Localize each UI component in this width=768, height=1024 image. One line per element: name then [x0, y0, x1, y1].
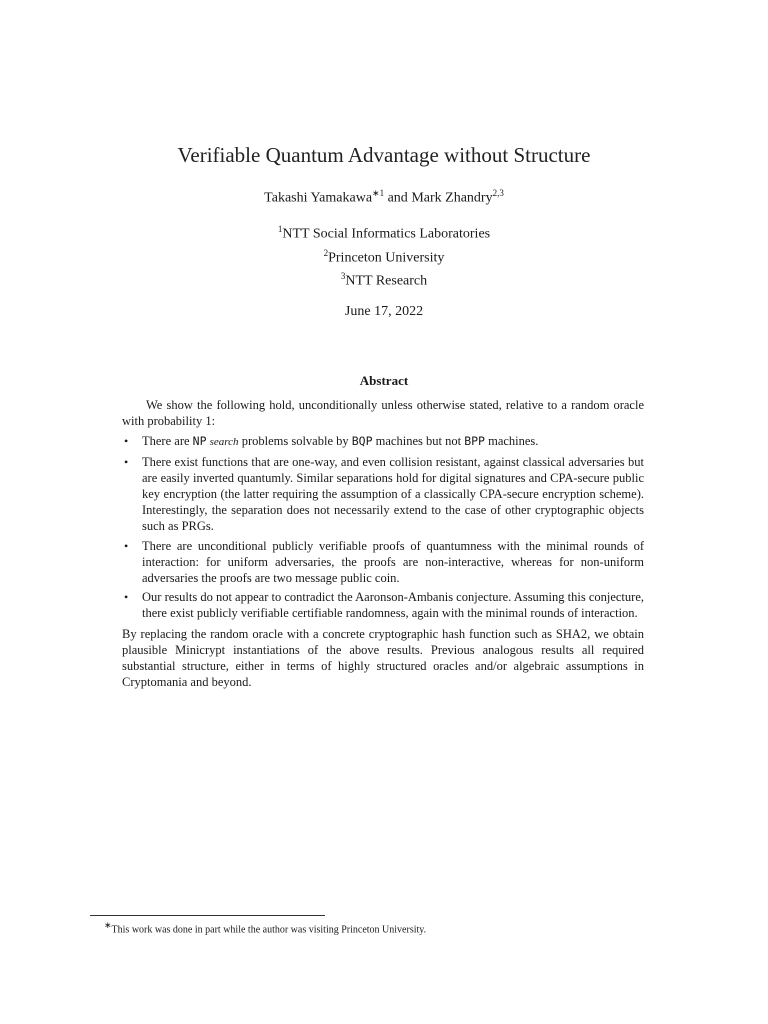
author-conjunction: and: [384, 190, 412, 206]
bullet-icon: •: [124, 590, 129, 605]
author-line: [0, 188, 768, 207]
affiliation-sup: 3: [340, 271, 346, 282]
bullet-text: problems solvable by: [238, 434, 352, 449]
bullet-icon: •: [124, 538, 129, 553]
bullet-text: machines.: [484, 434, 539, 449]
footnote-mark: ∗: [104, 920, 112, 930]
footnote-rule: [90, 915, 325, 916]
affiliation-princeton: [0, 244, 768, 268]
author-zhandry-sup: 2,3: [492, 188, 504, 198]
bullet-text: There are: [142, 434, 193, 449]
bullet-icon: •: [124, 434, 129, 449]
abstract-body: [122, 397, 644, 690]
author-yamakawa: Takashi Yamakawa: [264, 190, 373, 206]
bullet-text: machines but not: [372, 434, 465, 449]
abstract-heading: Abstract: [359, 373, 409, 388]
np-class: NP: [192, 434, 207, 449]
abstract-bullet-2: [124, 454, 644, 535]
bullet-text: There exist functions that are one-way, and even collision resistant, against classical adversaries but are easily inverted quantumly. Similar separations hold for digital signatures and CPA-secure public key encryption (the latter requiring the assumption of a classically CPA-secure encryption scheme). Interestingly, the separation does not necessarily extend to the case of other cryptographic objects such as PRGs.: [142, 454, 644, 534]
footnote-text: This work was done in part while the author was visiting Princeton University.: [111, 924, 427, 936]
abstract-closing: By replacing the random oracle with a concrete cryptographic hash function such as SHA2, we obtain plausible Minicrypt instantiations of the above results. Previous analogous results all required substantial structure, either in terms of highly structured oracles and/or algebraic assumptions in Cryptomania and beyond.: [122, 626, 644, 690]
bqp-class: BQP: [351, 434, 373, 449]
affiliation-ntt-research: [0, 267, 768, 291]
author-zhandry: Mark Zhandry: [411, 190, 493, 206]
abstract-bullet-list: [122, 433, 644, 621]
author-yamakawa-sup: ∗1: [372, 188, 385, 198]
bullet-text: Our results do not appear to contradict the Aaronson-Ambanis conjecture. Assuming this conjecture, there exist publicly verifiable certifiable randomness, again with the minimal rounds of interaction.: [142, 590, 644, 621]
bullet-icon: •: [124, 454, 129, 469]
affiliation-ntt-social: [0, 220, 768, 244]
paper-title: Verifiable Quantum Advantage without Structure: [177, 143, 591, 167]
abstract-intro: We show the following hold, unconditionally unless otherwise stated, relative to a random oracle with probability 1:: [122, 398, 644, 429]
abstract-bullet-3: [124, 538, 644, 587]
affiliations: [0, 220, 768, 291]
affiliation-sup: 2: [323, 247, 329, 258]
bpp-class: BPP: [464, 434, 485, 449]
affiliation-name: NTT Social Informatics Laboratories: [282, 226, 491, 242]
bullet-text: There are unconditional publicly verifiable proofs of quantumness with the minimal rounds of interaction: for uniform adversaries, the proofs are non-interactive, whereas for non-uniform adversaries the proofs are two message public coin.: [142, 538, 644, 586]
search-emph: search: [209, 436, 239, 449]
paper-date: June 17, 2022: [344, 304, 424, 319]
abstract-bullet-1: [124, 433, 644, 450]
affiliation-name: NTT Research: [345, 273, 428, 289]
affiliation-name: Princeton University: [328, 250, 445, 266]
affiliation-sup: 1: [277, 224, 283, 234]
footnote: [104, 920, 426, 935]
abstract-bullet-4: [124, 589, 644, 621]
